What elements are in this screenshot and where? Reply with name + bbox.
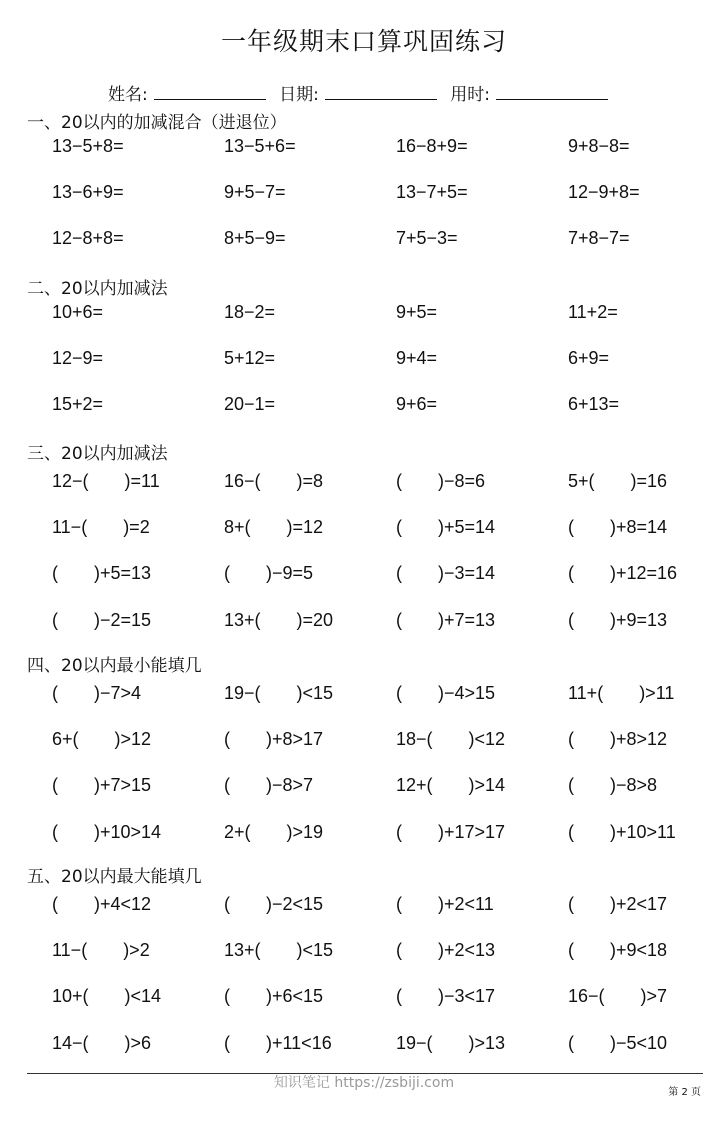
math-problem: 6+( )>12 [52, 729, 152, 750]
math-problem: 5+( )=16 [568, 471, 668, 491]
math-problem: 10+6= [52, 302, 104, 322]
math-problem: 2+( )>19 [224, 821, 324, 842]
math-problem: 6+13= [568, 394, 620, 415]
math-problem: ( )+2<11 [396, 894, 494, 914]
math-problem: 12−( )=11 [52, 471, 160, 491]
math-problem: 8+( )=12 [224, 517, 324, 538]
math-problem: ( )+12=16 [568, 563, 678, 584]
math-problem: 18−( )<12 [396, 729, 506, 750]
time-label: 用时: [450, 85, 491, 105]
math-problem: ( )+17>17 [396, 821, 506, 842]
math-problem: 5+12= [224, 348, 276, 369]
math-problem: 13+( )<15 [224, 940, 334, 961]
math-problem: 20−1= [224, 394, 276, 415]
math-problem: ( )−2=15 [52, 609, 152, 630]
math-problem: ( )+8>17 [224, 729, 324, 750]
math-problem: 16−( )=8 [224, 471, 324, 491]
math-problem: 7+5−3= [396, 228, 458, 249]
math-problem: 13−6+9= [52, 182, 124, 203]
math-problem: ( )+10>14 [52, 821, 162, 842]
section-title: 一、20以内的加减混合（进退位） [27, 113, 287, 133]
math-problem: 13+( )=20 [224, 609, 334, 630]
math-problem: 13−5+8= [52, 136, 124, 156]
math-problem: 14−( )>6 [52, 1032, 152, 1053]
math-problem: ( )+8=14 [568, 517, 668, 538]
math-problem: 16−8+9= [396, 136, 468, 156]
time-blank [496, 84, 608, 100]
math-problem: ( )+10>11 [568, 821, 676, 842]
math-problem: ( )+5=14 [396, 517, 496, 538]
footer-site: 知识笔记 https://zsbiji.com [273, 1075, 455, 1091]
name-blank [154, 84, 266, 100]
date-blank [325, 84, 437, 100]
math-problem: ( )+2<17 [568, 894, 668, 914]
math-problem: ( )+9=13 [568, 609, 668, 630]
math-problem: ( )−5<10 [568, 1032, 668, 1053]
math-problem: 12−8+8= [52, 228, 124, 249]
math-problem: ( )+2<13 [396, 940, 496, 961]
page-number: 第 2 页 [668, 1087, 701, 1098]
math-problem: 11+( )>11 [568, 683, 675, 703]
math-problem: ( )+7>15 [52, 775, 152, 796]
section-title: 五、20以内最大能填几 [27, 867, 202, 887]
math-problem: ( )+5=13 [52, 563, 152, 584]
math-problem: ( )−8>8 [568, 775, 658, 796]
math-problem: 9+4= [396, 348, 438, 369]
math-problem: 19−( )>13 [396, 1032, 506, 1053]
math-problem: 9+5= [396, 302, 438, 322]
math-problem: 15+2= [52, 394, 104, 415]
math-problem: ( )−3=14 [396, 563, 496, 584]
math-problem: ( )−7>4 [52, 683, 142, 703]
math-problem: ( )−3<17 [396, 986, 496, 1007]
math-problem: 9+6= [396, 394, 438, 415]
page-title: 一年级期末口算巩固练习 [220, 27, 507, 56]
math-problem: 9+5−7= [224, 182, 286, 203]
math-problem: 8+5−9= [224, 228, 286, 249]
math-problem: ( )−2<15 [224, 894, 324, 914]
section-title: 二、20以内加减法 [27, 279, 168, 299]
student-info-line [108, 80, 616, 105]
math-problem: 19−( )<15 [224, 683, 334, 703]
math-problem: 16−( )>7 [568, 986, 668, 1007]
math-problem: ( )−9=5 [224, 563, 314, 584]
math-problem: 13−7+5= [396, 182, 468, 203]
math-problem: 12−9= [52, 348, 104, 369]
date-label: 日期: [279, 85, 319, 105]
math-problem: 18−2= [224, 302, 276, 322]
math-problem: 13−5+6= [224, 136, 296, 156]
math-problem: ( )−8=6 [396, 471, 486, 491]
math-problem: 6+9= [568, 348, 610, 369]
math-problem: 12−9+8= [568, 182, 640, 203]
math-problem: ( )+7=13 [396, 609, 496, 630]
math-problem: ( )+11<16 [224, 1032, 332, 1053]
math-problem: ( )+6<15 [224, 986, 324, 1007]
math-problem: 11+2= [568, 302, 618, 322]
math-problem: ( )+4<12 [52, 894, 152, 914]
math-problem: 10+( )<14 [52, 986, 162, 1007]
name-label: 姓名: [108, 85, 148, 105]
math-problem: 11−( )>2 [52, 940, 150, 961]
math-problem: ( )+8>12 [568, 729, 668, 750]
math-problem: 11−( )=2 [52, 517, 150, 538]
math-problem: 12+( )>14 [396, 775, 506, 796]
math-problem: 7+8−7= [568, 228, 630, 249]
section-title: 四、20以内最小能填几 [27, 656, 202, 676]
math-problem: ( )−8>7 [224, 775, 314, 796]
section-title: 三、20以内加减法 [27, 444, 168, 464]
math-problem: 9+8−8= [568, 136, 630, 156]
math-problem: ( )+9<18 [568, 940, 668, 961]
math-problem: ( )−4>15 [396, 683, 496, 703]
